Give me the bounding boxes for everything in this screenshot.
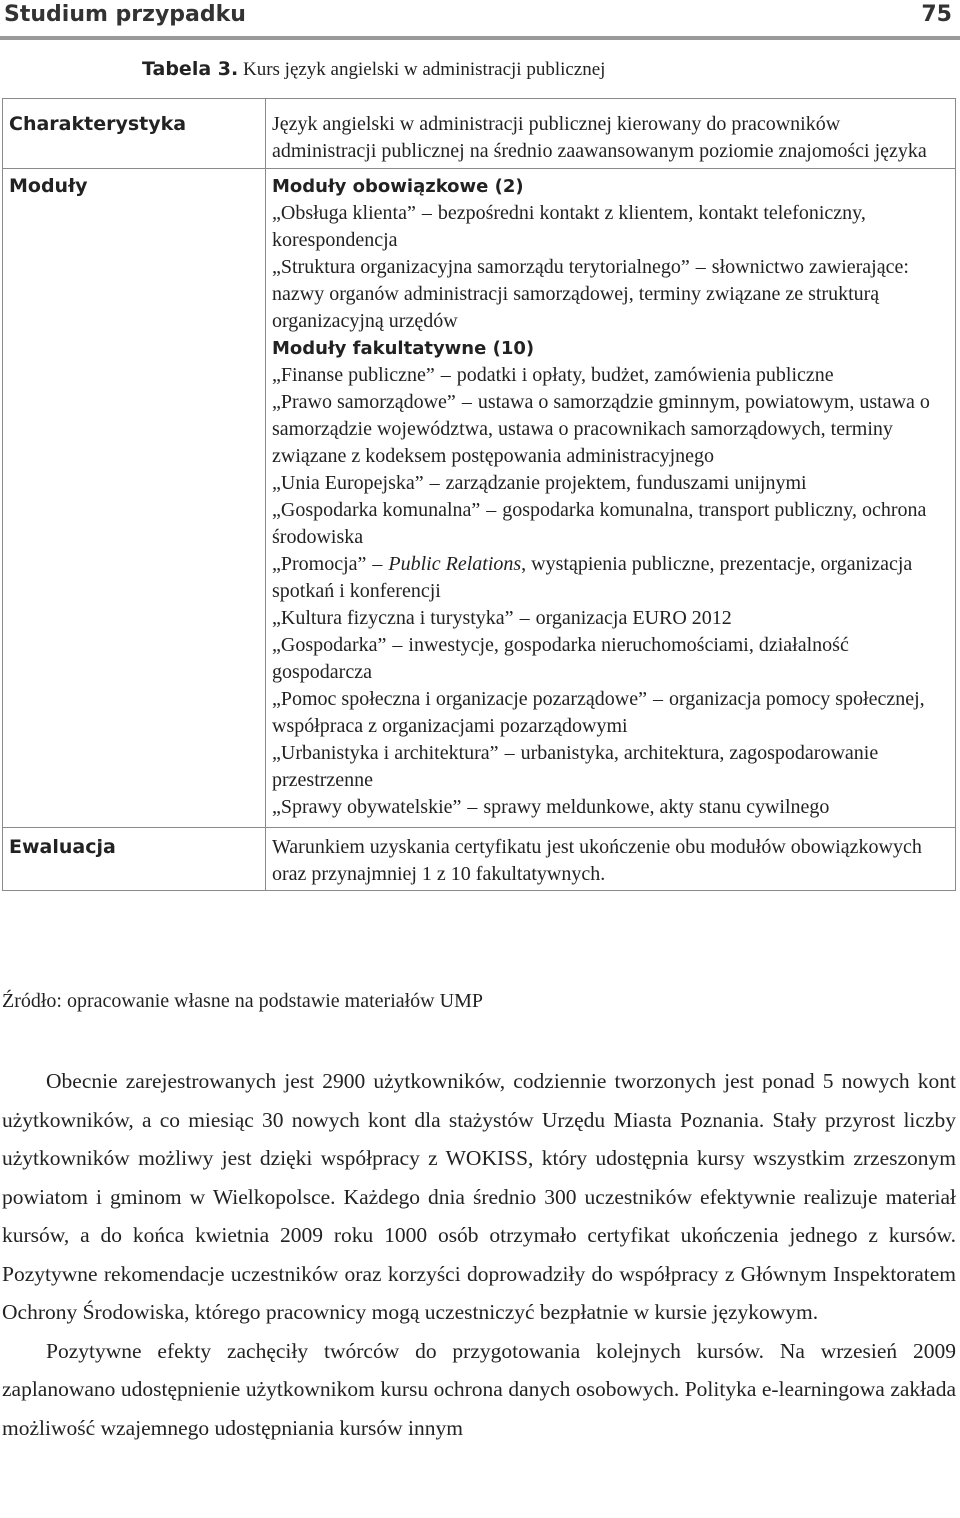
body-text: [2, 1062, 956, 1447]
list-item: „Gospodarka” – inwestycje, gospodarka nieruchomościami, działalność gospodarcza: [272, 634, 849, 683]
module-desc: ustawa o samorządzie gminnym, powiatowym, ustawa o samorządzie województwa, ustawa o pracownikach samorządowych, terminy związane z kodeksem postępowania administracyjnego: [272, 391, 930, 467]
table-caption: [142, 58, 605, 81]
module-desc: słownictwo zawierające: nazwy organów administracji samorządowej, terminy związane ze strukturą organizacyjną urzędów: [272, 256, 909, 332]
list-item: „Unia Europejska” – zarządzanie projektem, funduszami unijnymi: [272, 472, 807, 494]
module-name: „Gospodarka komunalna”: [272, 499, 481, 521]
module-name: „Urbanistyka i architektura”: [272, 742, 499, 764]
list-item: „Urbanistyka i architektura” – urbanistyka, architektura, zagospodarowanie przestrzenne: [272, 742, 879, 791]
optional-heading: Moduły fakultatywne (10): [272, 338, 535, 359]
module-name: „Obsługa klienta”: [272, 202, 416, 224]
module-desc: gospodarka komunalna, transport publiczny, ochrona środowiska: [272, 499, 927, 548]
module-name: „Promocja”: [272, 553, 367, 575]
table-row: [3, 828, 956, 891]
module-desc-italic: Public Relations: [388, 553, 522, 575]
page-header: [0, 0, 960, 40]
table-caption-title: Kurs język angielski w administracji publicznej: [242, 59, 606, 80]
characteristic-text: Język angielski w administracji publicznej kierowany do pracowników administracji publicznej na średnio zaawansowanym poziomie znajomości języka: [266, 99, 956, 169]
table-row: [3, 169, 956, 828]
evaluation-label: Ewaluacja: [3, 828, 266, 891]
list-item: „Finanse publiczne” – podatki i opłaty, budżet, zamówienia publiczne: [272, 364, 834, 386]
module-desc: organizacja pomocy społecznej, współpraca z organizacjami pozarządowymi: [272, 688, 925, 737]
characteristic-label: Charakterystyka: [3, 99, 266, 169]
header-rule: [0, 36, 960, 40]
module-name: „Finanse publiczne”: [272, 364, 435, 386]
list-item: „Pomoc społeczna i organizacje pozarządowe” – organizacja pomocy społecznej, współpraca z organizacjami pozarządowymi: [272, 688, 925, 737]
paragraph: Pozytywne efekty zachęciły twórców do przygotowania kolejnych kursów. Na wrzesień 2009 zaplanowano udostępnienie użytkownikom kursu ochrona danych osobowych. Polityka e-learningowa zakłada możliwość wzajemnego udostępniania kursów innym: [2, 1338, 956, 1440]
list-item: „Sprawy obywatelskie” – sprawy meldunkowe, akty stanu cywilnego: [272, 796, 830, 818]
module-desc: bezpośredni kontakt z klientem, kontakt telefoniczny, korespondencja: [272, 202, 866, 251]
list-item: „Prawo samorządowe” – ustawa o samorządzie gminnym, powiatowym, ustawa o samorządzie województwa, ustawa o pracownikach samorządowych, terminy związane z kodeksem postępowania administracyjnego: [272, 391, 930, 467]
table-row: [3, 99, 956, 169]
module-desc: organizacja EURO 2012: [535, 607, 732, 629]
module-desc: podatki i opłaty, budżet, zamówienia publiczne: [456, 364, 834, 386]
course-table: [2, 98, 956, 891]
list-item: „Obsługa klienta” – bezpośredni kontakt z klientem, kontakt telefoniczny, korespondencja: [272, 202, 866, 251]
list-item: „Struktura organizacyjna samorządu terytorialnego” – słownictwo zawierające: nazwy organów administracji samorządowej, terminy związane ze strukturą organizacyjną urzędów: [272, 256, 909, 332]
mandatory-heading: Moduły obowiązkowe (2): [272, 176, 524, 197]
table-caption-label: Tabela 3.: [142, 58, 239, 80]
module-desc: , wystąpienia publiczne, prezentacje, organizacja spotkań i konferencji: [272, 553, 913, 602]
module-desc: inwestycje, gospodarka nieruchomościami, działalność gospodarcza: [272, 634, 849, 683]
module-desc: zarządzanie projektem, funduszami unijnymi: [445, 472, 807, 494]
module-name: „Unia Europejska”: [272, 472, 424, 494]
page-number: 75: [921, 2, 952, 27]
section-title: Studium przypadku: [4, 2, 246, 27]
list-item: „Gospodarka komunalna” – gospodarka komunalna, transport publiczny, ochrona środowiska: [272, 499, 927, 548]
module-name: „Struktura organizacyjna samorządu terytorialnego”: [272, 256, 690, 278]
modules-label: Moduły: [3, 169, 266, 828]
module-name: „Pomoc społeczna i organizacje pozarządowe”: [272, 688, 647, 710]
list-item: „Promocja” – Public Relations, wystąpienia publiczne, prezentacje, organizacja spotkań i konferencji: [272, 553, 913, 602]
list-item: „Kultura fizyczna i turystyka” – organizacja EURO 2012: [272, 607, 732, 629]
module-name: „Prawo samorządowe”: [272, 391, 456, 413]
source-note: Źródło: opracowanie własne na podstawie materiałów UMP: [2, 990, 483, 1012]
paragraph: Obecnie zarejestrowanych jest 2900 użytkowników, codziennie tworzonych jest ponad 5 nowych kont użytkowników, a co miesiąc 30 nowych kont dla stażystów Urzędu Miasta Poznania. Stały przyrost liczby użytkowników możliwy jest dzięki współpracy z WOKISS, który udostępnia kursy wszystkim zrzeszonym powiatom i gminom w Wielkopolsce. Każdego dnia średnio 300 uczestników efektywnie realizuje materiał kursów, a do końca kwietnia 2009 roku 1000 osób otrzymało certyfikat ukończenia jednego z kursów. Pozytywne rekomendacje uczestników oraz korzyści doprowadziły do współpracy z Głównym Inspektoratem Ochrony Środowiska, którego pracownicy mogą uczestniczyć bezpłatnie w kursie językowym.: [2, 1069, 956, 1324]
modules-cell: [266, 169, 956, 828]
module-desc: urbanistyka, architektura, zagospodarowanie przestrzenne: [272, 742, 879, 791]
module-desc: sprawy meldunkowe, akty stanu cywilnego: [483, 796, 830, 818]
module-name: „Gospodarka”: [272, 634, 387, 656]
module-name: „Kultura fizyczna i turystyka”: [272, 607, 514, 629]
module-name: „Sprawy obywatelskie”: [272, 796, 462, 818]
evaluation-text: Warunkiem uzyskania certyfikatu jest ukończenie obu modułów obowiązkowych oraz przynajmniej 1 z 10 fakultatywnych.: [266, 828, 956, 891]
